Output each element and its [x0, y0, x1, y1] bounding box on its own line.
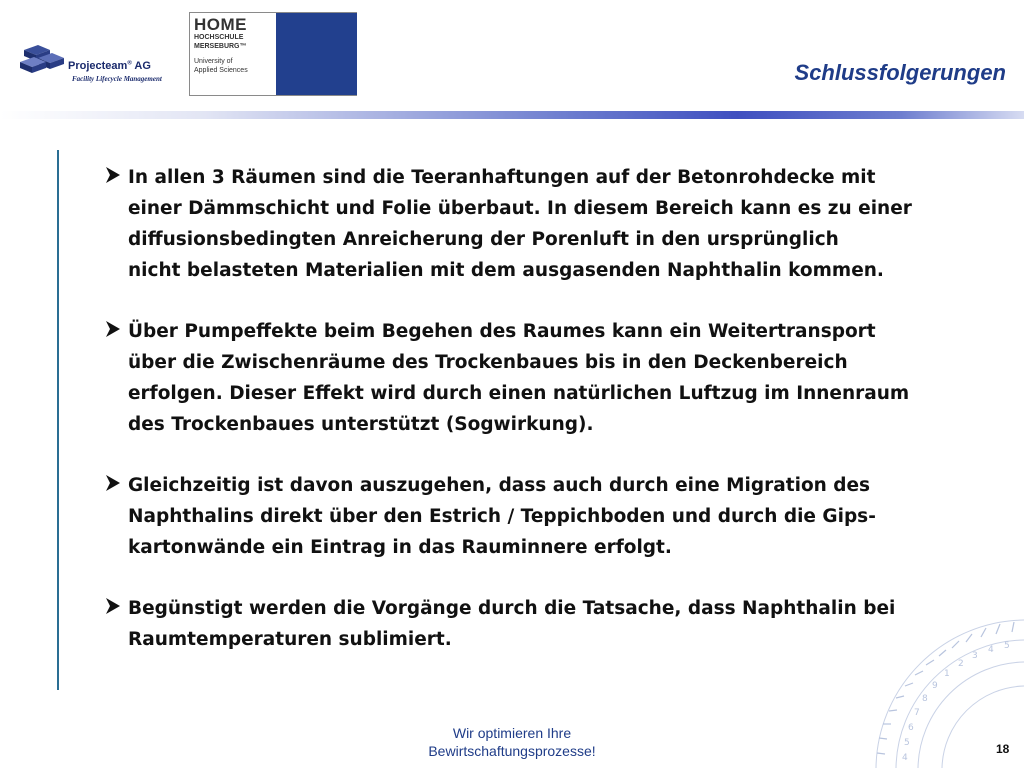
bullet-line: Gleichzeitig ist davon auszugehen, dass auch durch eine Migration des	[128, 475, 871, 496]
arrow-bullet-icon	[104, 473, 122, 493]
university-logo-subline: Applied Sciences	[194, 66, 248, 74]
svg-text:2: 2	[958, 659, 964, 669]
footer-slogan	[380, 724, 644, 760]
university-logo-color-block	[276, 13, 357, 95]
bullet-line: über die Zwischenräume des Trockenbaues bis in den Deckenbereich	[128, 352, 848, 373]
arrow-bullet-icon	[104, 319, 122, 339]
svg-text:7: 7	[914, 708, 920, 718]
footer-slogan-line: Bewirtschaftungsprozesse!	[428, 743, 596, 759]
svg-text:5: 5	[904, 738, 910, 748]
bullet-line: einer Dämmschicht und Folie überbaut. In diesem Bereich kann es zu einer	[128, 198, 912, 219]
university-logo-line: MERSEBURG™	[194, 42, 247, 50]
bullet-list	[104, 162, 924, 685]
bullet-line: Über Pumpeffekte beim Begehen des Raumes kann ein Weitertransport	[128, 321, 876, 342]
svg-text:4: 4	[988, 645, 994, 655]
bullet-item	[104, 316, 924, 440]
left-vertical-rule	[57, 150, 59, 690]
bullet-line: Naphthalins direkt über den Estrich / Teppichboden und durch die Gips-	[128, 506, 876, 527]
svg-text:6: 6	[908, 723, 914, 733]
bullet-line: Raumtemperaturen sublimiert.	[128, 629, 452, 650]
bullet-item	[104, 162, 924, 286]
bullet-line: In allen 3 Räumen sind die Teeranhaftungen auf der Betonrohdecke mit	[128, 167, 876, 188]
svg-text:3: 3	[972, 651, 978, 661]
svg-text:8: 8	[922, 694, 928, 704]
bullet-line: diffusionsbedingten Anreicherung der Porenluft in den ursprünglich	[128, 229, 839, 250]
university-logo-text	[194, 16, 274, 75]
university-logo-subline: University of	[194, 58, 233, 65]
svg-text:5: 5	[1004, 641, 1010, 651]
projecteam-logo	[18, 40, 162, 90]
header-gradient-band	[0, 111, 1024, 119]
bullet-line: nicht belasteten Materialien mit dem ausgasenden Naphthalin kommen.	[128, 260, 884, 281]
brand-name-suffix: AG	[131, 60, 151, 72]
arrow-bullet-icon	[104, 165, 122, 185]
bullet-line: Begünstigt werden die Vorgänge durch die Tatsache, dass Naphthalin bei	[128, 598, 896, 619]
svg-text:4: 4	[902, 753, 908, 763]
bullet-item	[104, 470, 924, 563]
cubes-logo-icon	[18, 42, 74, 78]
bullet-line: erfolgen. Dieser Effekt wird durch einen natürlichen Luftzug im Innenraum	[128, 383, 910, 404]
svg-text:9: 9	[932, 681, 938, 691]
bullet-line: des Trockenbaues unterstützt (Sogwirkung).	[128, 414, 594, 435]
projecteam-brand-name	[68, 60, 151, 72]
page-number: 18	[996, 742, 1010, 756]
brand-name-superscript: ®	[127, 60, 132, 67]
arrow-bullet-icon	[104, 596, 122, 616]
hochschule-merseburg-logo	[189, 12, 357, 96]
bullet-line: kartonwände ein Eintrag in das Rauminnere erfolgt.	[128, 537, 672, 558]
svg-text:1: 1	[944, 669, 950, 679]
university-logo-word: HOME	[194, 15, 247, 34]
footer-slogan-line: Wir optimieren Ihre	[452, 725, 572, 741]
bullet-item	[104, 593, 924, 655]
brand-name-text: Projecteam	[68, 60, 128, 72]
projecteam-tagline: Facility Lifecycle Management	[72, 75, 162, 83]
slide-title: Schlussfolgerungen	[794, 60, 1006, 85]
university-logo-line: HOCHSCHULE	[194, 34, 244, 41]
